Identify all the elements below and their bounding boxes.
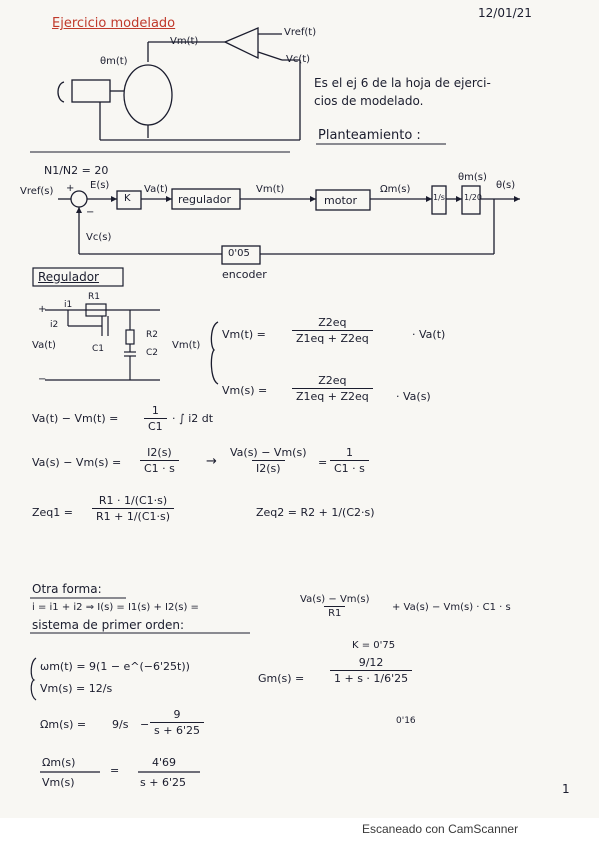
eq2-denominator: Z1eq + Z2eq (292, 388, 373, 403)
current-fraction (296, 594, 374, 619)
zeq1-fraction (92, 494, 174, 523)
motor-icon (124, 65, 172, 125)
omega-numerator: 9 (173, 708, 181, 721)
eq4-fraction-1 (140, 446, 179, 475)
c2-label: C2 (146, 348, 159, 358)
eq3-numerator: 1 (151, 404, 159, 417)
planteamiento-title: Planteamiento : (318, 128, 421, 143)
error-label: E(s) (90, 180, 110, 191)
vm-label: Vm(t) (170, 36, 199, 47)
gm-denominator: 1 + s · 1/6'25 (330, 670, 412, 685)
plus-sign: + (66, 183, 75, 194)
current-sum: i = i1 + i2 ⇒ I(s) = I1(s) + I2(s) = (32, 602, 199, 613)
intro-line-1: Es el ej 6 de la hoja de ejerci- (314, 76, 491, 90)
eq4-denominator-3: C1 · s (330, 460, 369, 475)
current-denominator: R1 (324, 606, 345, 619)
current-numerator: Va(s) − Vm(s) (300, 594, 370, 605)
eq4-fraction-2 (226, 446, 311, 475)
gm-note: 0'16 (396, 716, 416, 726)
c1-label: C1 (92, 344, 105, 354)
eq1-denominator: Z1eq + Z2eq (292, 330, 373, 345)
zeq2: Zeq2 = R2 + 1/(C2·s) (256, 506, 375, 519)
eq4-denominator-2: I2(s) (252, 460, 285, 475)
eq3-tail: · ∫ i2 dt (172, 412, 214, 425)
primer-orden-title: sistema de primer orden: (32, 618, 185, 632)
eq2-numerator: Z2eq (318, 374, 347, 387)
eq4-lhs: Va(s) − Vm(s) = (32, 456, 122, 469)
theta-output: θ(s) (496, 180, 516, 191)
gm-fraction (330, 656, 412, 685)
va-label: Va(t) (144, 184, 168, 195)
eq3-denominator: C1 (144, 418, 167, 433)
integrator-block: 1/s (433, 193, 445, 202)
theta-label: θm(t) (100, 56, 128, 67)
eq1-fraction (292, 316, 373, 345)
eq4-numerator-1: I2(s) (147, 446, 172, 459)
i1-label: i1 (64, 300, 73, 310)
eq1-numerator: Z2eq (318, 316, 347, 329)
eq4-numerator-2: Va(s) − Vm(s) (230, 446, 307, 459)
omega-denominator: s + 6'25 (150, 722, 204, 737)
eq4-arrow: → (206, 454, 217, 469)
reg-minus: − (38, 374, 47, 385)
eq4-numerator-3: 1 (345, 446, 353, 459)
scanner-footer (0, 818, 599, 848)
eq2-fraction (292, 374, 373, 403)
tf-numerator: 4'69 (152, 756, 177, 769)
tf-equals: = (110, 764, 120, 777)
page-number: 1 (562, 782, 570, 796)
gear-block: 1/20 (464, 193, 482, 202)
vc-label: Vc(t) (286, 54, 311, 65)
i2-label: i2 (50, 320, 59, 330)
eq4-denominator-1: C1 · s (140, 460, 179, 475)
r2-label: R2 (146, 330, 158, 340)
gm-lhs: Gm(s) = (258, 672, 305, 685)
eq2-tail: · Va(s) (396, 390, 431, 403)
k-value: K = 0'75 (352, 640, 396, 651)
vc-signal: Vc(s) (86, 232, 112, 243)
zeq1-denominator: R1 + 1/(C1·s) (92, 508, 174, 523)
reg-plus: + (38, 304, 47, 315)
tf-lhs-denominator: Vm(s) (42, 776, 75, 789)
eq3-lhs: Va(t) − Vm(t) = (32, 412, 119, 425)
r1-label: R1 (88, 292, 100, 302)
eq2-lhs: Vm(s) = (222, 384, 268, 397)
vref-label: Vref(t) (284, 27, 317, 38)
omega-term-a: 9/s (112, 718, 129, 731)
theta-m-signal: θm(s) (458, 172, 487, 183)
sensor-gain: 0'05 (228, 248, 250, 259)
va-input: Va(t) (32, 340, 56, 351)
eq4-equals: = (318, 456, 328, 469)
tf-denominator: s + 6'25 (140, 776, 186, 789)
scanner-watermark: Escaneado con CamScanner (362, 822, 519, 836)
vm-output: Vm(t) (172, 340, 201, 351)
gear-ratio: N1/N2 = 20 (44, 164, 109, 177)
eq1-tail: · Va(t) (412, 328, 446, 341)
omega-fraction (150, 708, 204, 737)
eq1-lhs: Vm(t) = (222, 328, 266, 341)
tf-lhs-numerator: Ωm(s) (42, 756, 76, 769)
page-title: Ejercicio modelado (52, 16, 176, 31)
motor-block: motor (324, 194, 358, 207)
regulator-block: regulador (178, 193, 232, 206)
amplifier-icon (225, 28, 258, 58)
vm-signal: Vm(t) (256, 184, 285, 195)
eq4-fraction-3 (330, 446, 369, 475)
omega-lhs: Ωm(s) = (40, 718, 87, 731)
gm-numerator: 9/12 (358, 656, 384, 669)
wm-time: ωm(t) = 9(1 − e^(−6'25t)) (40, 660, 190, 673)
eq3-fraction (144, 404, 167, 433)
encoder-label: encoder (222, 268, 267, 281)
otra-forma-title: Otra forma: (32, 582, 102, 596)
intro-line-2: cios de modelado. (314, 94, 424, 108)
current-tail: + Va(s) − Vm(s) · C1 · s (392, 602, 511, 613)
zeq1-numerator: R1 · 1/(C1·s) (98, 494, 168, 507)
gain-block: K (124, 193, 131, 204)
vref-input: Vref(s) (20, 186, 54, 197)
vm-step: Vm(s) = 12/s (40, 682, 113, 695)
minus-sign: − (86, 207, 95, 218)
regulador-title: Regulador (38, 270, 99, 284)
date: 12/01/21 (478, 6, 532, 20)
omega-signal: Ωm(s) (380, 184, 411, 195)
zeq1-lhs: Zeq1 = (32, 506, 73, 519)
omega-minus: − (140, 718, 150, 731)
